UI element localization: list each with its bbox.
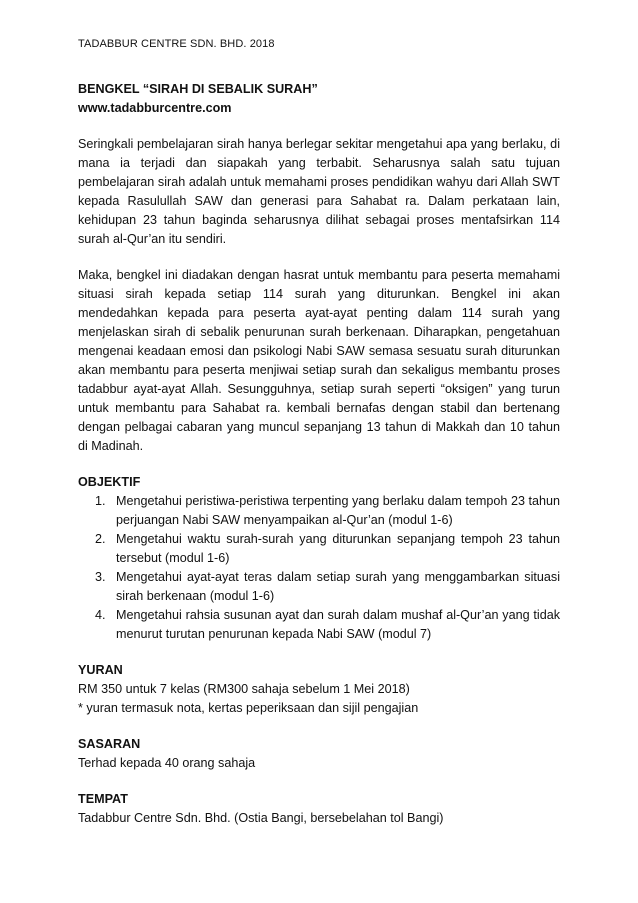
- document-title: BENGKEL “SIRAH DI SEBALIK SURAH”: [78, 82, 318, 96]
- list-item: [78, 530, 560, 568]
- list-number: 4.: [95, 608, 106, 622]
- objektif-heading: OBJEKTIF: [78, 475, 141, 489]
- list-text: Mengetahui peristiwa-peristiwa terpenting yang berlaku dalam tempoh 23 tahun perjuangan Nabi SAW menyampaikan al-Qur’an (modul 1-6): [116, 494, 560, 527]
- sasaran-text: Terhad kepada 40 orang sahaja: [78, 756, 256, 770]
- yuran-heading: YURAN: [78, 663, 123, 677]
- tempat-text: Tadabbur Centre Sdn. Bhd. (Ostia Bangi, bersebelahan tol Bangi): [78, 811, 444, 825]
- purpose-paragraph: Maka, bengkel ini diadakan dengan hasrat untuk membantu para peserta memahami situasi sirah kepada setiap 114 surah yang diturunkan. Bengkel ini akan mendedahkan kepada para peserta ayat-ayat penting dalam 114 surah yang menjelaskan sirah di sebalik penurunan surah berkenaan. Diharapkan, pengetahuan mengenai keadaan emosi dan psikologi Nabi SAW semasa sesuatu surah diturunkan akan membantu para peserta menjiwai setiap surah dan sekaligus membantu proses tadabbur ayat-ayat Allah. Sesungguhnya, setiap surah seperti “oksigen” yang turun untuk membantu para Sahabat ra. kembali bernafas dengan stabil dan bertenang dengan pelbagai cabaran yang muncul sepanjang 13 tahun di Makkah dan 10 tahun di Madinah.: [78, 268, 560, 453]
- list-text: Mengetahui ayat-ayat teras dalam setiap surah yang menggambarkan situasi sirah berkenaan (modul 1-6): [116, 570, 560, 603]
- list-item: [78, 606, 560, 644]
- list-number: 1.: [95, 494, 106, 508]
- tempat-heading: TEMPAT: [78, 792, 128, 806]
- yuran-note: * yuran termasuk nota, kertas peperiksaan dan sijil pengajian: [78, 701, 419, 715]
- list-item: [78, 492, 560, 530]
- list-text: Mengetahui waktu surah-surah yang diturunkan sepanjang tempoh 23 tahun tersebut (modul 1-6): [116, 532, 560, 565]
- list-text: Mengetahui rahsia susunan ayat dan surah dalam mushaf al-Qur’an yang tidak menurut turutan penurunan kepada Nabi SAW (modul 7): [116, 608, 560, 641]
- objektif-list: [78, 492, 560, 644]
- list-item: [78, 568, 560, 606]
- list-number: 2.: [95, 532, 106, 546]
- document-body: [78, 80, 560, 828]
- website-link[interactable]: www.tadabburcentre.com: [78, 101, 232, 115]
- sasaran-heading: SASARAN: [78, 737, 141, 751]
- yuran-price: RM 350 untuk 7 kelas (RM300 sahaja sebelum 1 Mei 2018): [78, 682, 410, 696]
- intro-paragraph: Seringkali pembelajaran sirah hanya berlegar sekitar mengetahui apa yang berlaku, di mana ia terjadi dan siapakah yang terbabit. Seharusnya salah satu tujuan pembelajaran sirah adalah untuk memahami proses pendidikan wahyu dari Allah SWT kepada Rasulullah SAW dan generasi para Sahabat ra. Dalam perkataan lain, kehidupan 23 tahun baginda seharusnya dilihat sebagai proses mentafsirkan 114 surah al-Qur’an itu sendiri.: [78, 137, 560, 246]
- page-header: TADABBUR CENTRE SDN. BHD. 2018: [78, 38, 275, 50]
- list-number: 3.: [95, 570, 106, 584]
